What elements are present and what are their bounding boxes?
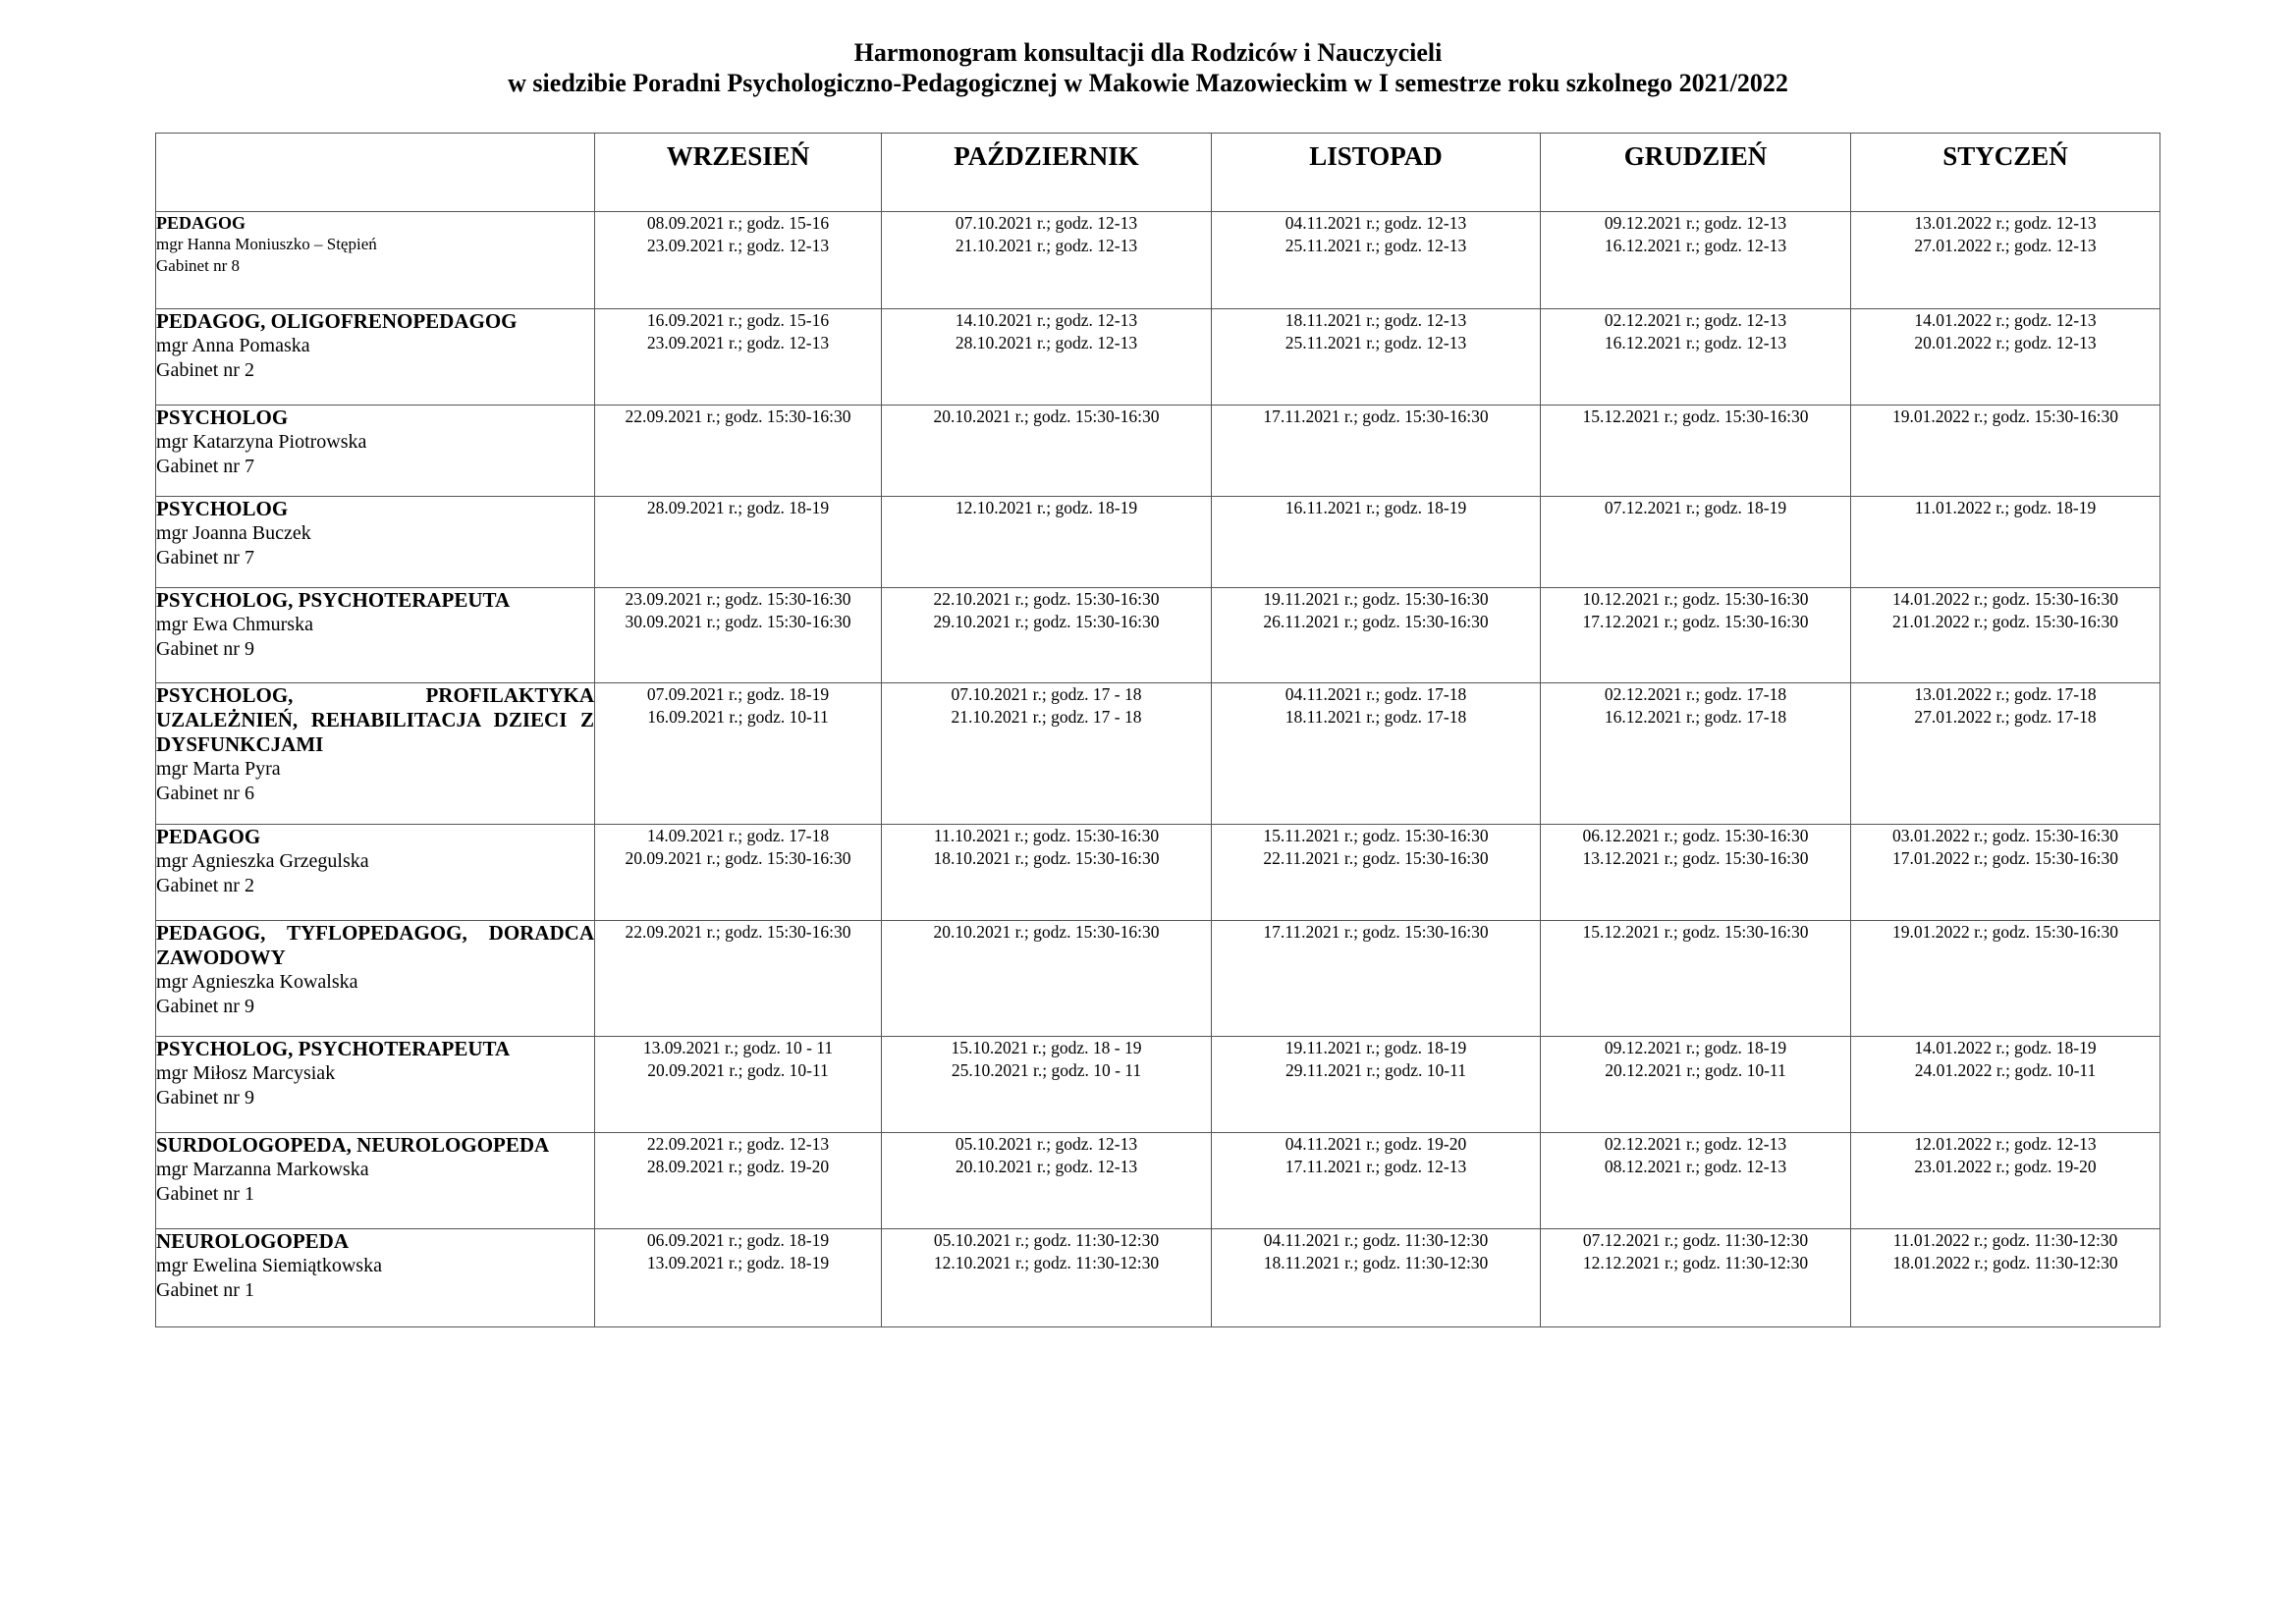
schedule-entry: 19.11.2021 r.; godz. 18-19 [1285,1038,1467,1057]
schedule-entry: 20.01.2022 r.; godz. 12-13 [1914,332,2097,352]
consultation-schedule-table [155,133,2160,1327]
schedule-entry: 18.11.2021 r.; godz. 12-13 [1285,310,1467,330]
schedule-entry: 22.10.2021 r.; godz. 15:30-16:30 [933,589,1160,609]
schedule-cell [595,921,882,1037]
schedule-entry: 16.09.2021 r.; godz. 15-16 [646,310,830,330]
schedule-entry: 21.10.2021 r.; godz. 17 - 18 [951,706,1142,727]
schedule-entry: 04.11.2021 r.; godz. 11:30-12:30 [1263,1230,1489,1250]
schedule-entry: 15.10.2021 r.; godz. 18 - 19 [951,1038,1142,1057]
specialist-name: mgr Joanna Buczek [156,522,311,544]
schedule-cell [1212,406,1541,497]
specialist-room: Gabinet nr 9 [156,996,254,1017]
specialist-cell [156,921,595,1037]
schedule-entry: 20.12.2021 r.; godz. 10-11 [1605,1059,1786,1080]
schedule-entry: 16.09.2021 r.; godz. 10-11 [647,706,829,727]
schedule-entry: 20.09.2021 r.; godz. 10-11 [647,1059,829,1080]
specialist-cell [156,406,595,497]
specialist-name: mgr Katarzyna Piotrowska [156,431,367,453]
schedule-entry: 28.09.2021 r.; godz. 18-19 [646,498,830,517]
specialist-cell [156,212,595,309]
specialist-room: Gabinet nr 6 [156,783,254,804]
schedule-entry: 16.12.2021 r.; godz. 12-13 [1604,332,1787,352]
specialist-room: Gabinet nr 9 [156,1087,254,1109]
schedule-entry: 12.10.2021 r.; godz. 18-19 [955,498,1138,517]
schedule-cell [1212,683,1541,825]
schedule-cell [1541,825,1851,921]
schedule-cell [1851,1133,2160,1229]
schedule-entry: 20.10.2021 r.; godz. 12-13 [955,1156,1138,1176]
schedule-cell [1212,921,1541,1037]
schedule-entry: 17.11.2021 r.; godz. 15:30-16:30 [1263,922,1489,942]
schedule-entry: 15.12.2021 r.; godz. 15:30-16:30 [1582,922,1809,942]
schedule-cell [1851,588,2160,683]
schedule-entry: 26.11.2021 r.; godz. 15:30-16:30 [1263,611,1489,631]
schedule-entry: 16.12.2021 r.; godz. 17-18 [1604,706,1787,727]
schedule-cell [1541,683,1851,825]
schedule-entry: 13.01.2022 r.; godz. 12-13 [1914,213,2097,233]
month-header: WRZESIEŃ [595,134,882,212]
specialist-role: SURDOLOGOPEDA, NEUROLOGOPEDA [156,1133,550,1157]
specialist-role: PSYCHOLOG, PSYCHOTERAPEUTA [156,588,511,612]
schedule-cell [1851,406,2160,497]
schedule-entry: 05.10.2021 r.; godz. 12-13 [955,1134,1138,1154]
month-header: STYCZEŃ [1851,134,2160,212]
schedule-cell [595,212,882,309]
schedule-cell [882,309,1212,406]
table-row [156,406,2160,497]
schedule-entry: 21.10.2021 r.; godz. 12-13 [955,235,1138,255]
schedule-entry: 14.09.2021 r.; godz. 17-18 [646,826,830,845]
schedule-entry: 11.10.2021 r.; godz. 15:30-16:30 [933,826,1160,845]
specialist-role: PSYCHOLOG, PSYCHOTERAPEUTA [156,1037,511,1060]
schedule-entry: 27.01.2022 r.; godz. 12-13 [1914,235,2097,255]
schedule-entry: 29.11.2021 r.; godz. 10-11 [1285,1059,1466,1080]
schedule-cell [882,825,1212,921]
schedule-cell [882,921,1212,1037]
schedule-entry: 06.09.2021 r.; godz. 18-19 [646,1230,830,1250]
specialist-name: mgr Ewa Chmurska [156,614,313,635]
specialist-name: mgr Agnieszka Grzegulska [156,850,369,872]
specialist-room: Gabinet nr 7 [156,547,254,568]
specialist-room: Gabinet nr 2 [156,875,254,896]
table-row [156,1229,2160,1327]
schedule-entry: 22.09.2021 r.; godz. 15:30-16:30 [625,406,851,426]
schedule-entry: 12.01.2022 r.; godz. 12-13 [1914,1134,2097,1154]
schedule-cell [1212,588,1541,683]
schedule-cell [1851,1037,2160,1133]
schedule-entry: 20.10.2021 r.; godz. 15:30-16:30 [933,922,1160,942]
schedule-entry: 15.11.2021 r.; godz. 15:30-16:30 [1263,826,1489,845]
schedule-entry: 07.09.2021 r.; godz. 18-19 [646,684,830,704]
schedule-cell [1541,212,1851,309]
title-line-2: w siedzibie Poradni Psychologiczno-Pedagogicznej w Makowie Mazowieckim w I semestrze roku szkolnego 2021/2022 [508,69,1788,97]
schedule-entry: 19.01.2022 r.; godz. 15:30-16:30 [1892,406,2118,426]
month-header: GRUDZIEŃ [1541,134,1851,212]
schedule-entry: 22.11.2021 r.; godz. 15:30-16:30 [1263,847,1489,868]
schedule-entry: 20.10.2021 r.; godz. 15:30-16:30 [933,406,1160,426]
title-line-1: Harmonogram konsultacji dla Rodziców i Nauczycieli [853,38,1443,67]
schedule-cell [882,1229,1212,1327]
schedule-entry: 17.11.2021 r.; godz. 15:30-16:30 [1263,406,1489,426]
specialist-room: Gabinet nr 1 [156,1183,254,1205]
document-title [0,37,2296,98]
schedule-cell [1212,825,1541,921]
schedule-entry: 17.11.2021 r.; godz. 12-13 [1285,1156,1467,1176]
schedule-entry: 04.11.2021 r.; godz. 12-13 [1285,213,1467,233]
specialist-cell [156,497,595,588]
schedule-cell [595,406,882,497]
schedule-entry: 04.11.2021 r.; godz. 19-20 [1285,1134,1467,1154]
specialist-role: PEDAGOG [156,213,246,233]
schedule-entry: 18.11.2021 r.; godz. 11:30-12:30 [1263,1252,1489,1272]
schedule-cell [882,406,1212,497]
schedule-entry: 22.09.2021 r.; godz. 12-13 [646,1134,830,1154]
month-header: LISTOPAD [1212,134,1541,212]
specialist-role: PSYCHOLOG [156,497,289,520]
specialist-name: mgr Anna Pomaska [156,335,310,356]
schedule-entry: 04.11.2021 r.; godz. 17-18 [1285,684,1467,704]
schedule-cell [595,1229,882,1327]
schedule-cell [1541,588,1851,683]
schedule-entry: 14.10.2021 r.; godz. 12-13 [955,310,1138,330]
schedule-entry: 30.09.2021 r.; godz. 15:30-16:30 [625,611,851,631]
schedule-entry: 28.09.2021 r.; godz. 19-20 [646,1156,830,1176]
schedule-entry: 02.12.2021 r.; godz. 12-13 [1604,310,1787,330]
schedule-entry: 14.01.2022 r.; godz. 18-19 [1914,1038,2097,1057]
schedule-entry: 25.11.2021 r.; godz. 12-13 [1285,332,1467,352]
schedule-entry: 07.10.2021 r.; godz. 12-13 [955,213,1138,233]
schedule-entry: 23.09.2021 r.; godz. 12-13 [646,235,830,255]
schedule-cell [1851,921,2160,1037]
specialist-role: PSYCHOLOG [156,406,289,429]
schedule-cell [882,1133,1212,1229]
specialist-name: mgr Ewelina Siemiątkowska [156,1255,382,1276]
table-row [156,921,2160,1037]
schedule-cell [595,588,882,683]
schedule-cell [1851,497,2160,588]
schedule-cell [1851,825,2160,921]
specialist-cell [156,309,595,406]
schedule-entry: 25.11.2021 r.; godz. 12-13 [1285,235,1467,255]
specialist-room: Gabinet nr 7 [156,456,254,477]
schedule-cell [1212,212,1541,309]
schedule-entry: 18.10.2021 r.; godz. 15:30-16:30 [933,847,1160,868]
specialist-role: PEDAGOG, TYFLOPEDAGOG, DORADCA ZAWODOWY [156,921,594,969]
schedule-cell [595,683,882,825]
schedule-cell [1541,309,1851,406]
table-row [156,683,2160,825]
schedule-entry: 13.09.2021 r.; godz. 18-19 [646,1252,830,1272]
schedule-cell [1541,1133,1851,1229]
specialist-cell [156,683,595,825]
schedule-cell [1212,1133,1541,1229]
schedule-entry: 13.01.2022 r.; godz. 17-18 [1914,684,2097,704]
schedule-entry: 09.12.2021 r.; godz. 12-13 [1604,213,1787,233]
schedule-entry: 14.01.2022 r.; godz. 15:30-16:30 [1892,589,2118,609]
schedule-entry: 07.12.2021 r.; godz. 11:30-12:30 [1582,1230,1809,1250]
schedule-entry: 20.09.2021 r.; godz. 15:30-16:30 [625,847,851,868]
schedule-entry: 18.11.2021 r.; godz. 17-18 [1285,706,1467,727]
specialist-name: mgr Hanna Moniuszko – Stępień [156,235,377,253]
schedule-cell [882,683,1212,825]
schedule-entry: 17.12.2021 r.; godz. 15:30-16:30 [1582,611,1809,631]
specialist-role: PSYCHOLOG, PROFILAKTYKA UZALEŻNIEŃ, REHABILITACJA DZIECI Z DYSFUNKCJAMI [156,683,594,756]
schedule-entry: 12.10.2021 r.; godz. 11:30-12:30 [933,1252,1160,1272]
schedule-entry: 19.01.2022 r.; godz. 15:30-16:30 [1892,922,2118,942]
schedule-cell [1541,1037,1851,1133]
schedule-entry: 06.12.2021 r.; godz. 15:30-16:30 [1582,826,1809,845]
specialist-cell [156,1229,595,1327]
schedule-cell [595,825,882,921]
schedule-cell [1541,921,1851,1037]
schedule-cell [1212,1229,1541,1327]
specialist-name: mgr Miłosz Marcysiak [156,1062,336,1084]
schedule-cell [882,212,1212,309]
schedule-cell [1851,309,2160,406]
specialist-name: mgr Agnieszka Kowalska [156,971,358,993]
table-row [156,309,2160,406]
specialist-cell [156,1133,595,1229]
specialist-role: NEUROLOGOPEDA [156,1229,350,1253]
specialist-room: Gabinet nr 1 [156,1279,254,1301]
schedule-entry: 28.10.2021 r.; godz. 12-13 [955,332,1138,352]
schedule-entry: 03.01.2022 r.; godz. 15:30-16:30 [1892,826,2118,845]
schedule-cell [1212,1037,1541,1133]
schedule-entry: 29.10.2021 r.; godz. 15:30-16:30 [933,611,1160,631]
schedule-cell [595,1133,882,1229]
schedule-entry: 11.01.2022 r.; godz. 18-19 [1914,498,2097,517]
schedule-entry: 05.10.2021 r.; godz. 11:30-12:30 [933,1230,1160,1250]
schedule-entry: 08.12.2021 r.; godz. 12-13 [1604,1156,1787,1176]
schedule-entry: 23.09.2021 r.; godz. 12-13 [646,332,830,352]
schedule-entry: 25.10.2021 r.; godz. 10 - 11 [951,1059,1142,1080]
schedule-cell [1541,406,1851,497]
schedule-cell [595,1037,882,1133]
table-row [156,588,2160,683]
specialist-role: PEDAGOG [156,825,261,848]
table-row [156,825,2160,921]
schedule-entry: 27.01.2022 r.; godz. 17-18 [1914,706,2097,727]
schedule-entry: 02.12.2021 r.; godz. 17-18 [1604,684,1787,704]
specialist-room: Gabinet nr 9 [156,638,254,660]
month-header: PAŹDZIERNIK [882,134,1212,212]
schedule-cell [882,588,1212,683]
table-row [156,1133,2160,1229]
schedule-cell [1541,497,1851,588]
schedule-entry: 08.09.2021 r.; godz. 15-16 [646,213,830,233]
specialist-cell [156,825,595,921]
schedule-entry: 16.12.2021 r.; godz. 12-13 [1604,235,1787,255]
header-corner-cell [156,134,595,212]
schedule-entry: 23.01.2022 r.; godz. 19-20 [1914,1156,2097,1176]
schedule-entry: 07.10.2021 r.; godz. 17 - 18 [951,684,1142,704]
schedule-entry: 11.01.2022 r.; godz. 11:30-12:30 [1892,1230,2118,1250]
schedule-cell [1541,1229,1851,1327]
specialist-cell [156,1037,595,1133]
schedule-cell [595,309,882,406]
schedule-cell [882,1037,1212,1133]
schedule-entry: 24.01.2022 r.; godz. 10-11 [1914,1059,2097,1080]
specialist-role: PEDAGOG, OLIGOFRENOPEDAGOG [156,309,518,333]
schedule-entry: 22.09.2021 r.; godz. 15:30-16:30 [625,922,851,942]
schedule-entry: 09.12.2021 r.; godz. 18-19 [1604,1038,1787,1057]
schedule-cell [1851,212,2160,309]
schedule-entry: 23.09.2021 r.; godz. 15:30-16:30 [625,589,851,609]
schedule-entry: 14.01.2022 r.; godz. 12-13 [1914,310,2097,330]
schedule-cell [1851,1229,2160,1327]
table-row [156,1037,2160,1133]
schedule-cell [882,497,1212,588]
specialist-name: mgr Marta Pyra [156,758,281,780]
table-row [156,497,2160,588]
schedule-entry: 16.11.2021 r.; godz. 18-19 [1285,498,1467,517]
schedule-entry: 19.11.2021 r.; godz. 15:30-16:30 [1263,589,1489,609]
specialist-room: Gabinet nr 8 [156,256,240,275]
schedule-entry: 10.12.2021 r.; godz. 15:30-16:30 [1582,589,1809,609]
schedule-cell [1212,309,1541,406]
specialist-cell [156,588,595,683]
schedule-entry: 07.12.2021 r.; godz. 18-19 [1604,498,1787,517]
table-row [156,212,2160,309]
schedule-cell [595,497,882,588]
schedule-cell [1212,497,1541,588]
schedule-cell [1851,683,2160,825]
specialist-name: mgr Marzanna Markowska [156,1159,369,1180]
schedule-entry: 13.09.2021 r.; godz. 10 - 11 [642,1038,834,1057]
specialist-room: Gabinet nr 2 [156,359,254,381]
schedule-entry: 21.01.2022 r.; godz. 15:30-16:30 [1892,611,2118,631]
schedule-entry: 15.12.2021 r.; godz. 15:30-16:30 [1582,406,1809,426]
schedule-entry: 02.12.2021 r.; godz. 12-13 [1604,1134,1787,1154]
schedule-entry: 13.12.2021 r.; godz. 15:30-16:30 [1582,847,1809,868]
schedule-entry: 17.01.2022 r.; godz. 15:30-16:30 [1892,847,2118,868]
schedule-entry: 18.01.2022 r.; godz. 11:30-12:30 [1892,1252,2118,1272]
schedule-entry: 12.12.2021 r.; godz. 11:30-12:30 [1582,1252,1809,1272]
table-header-row [156,134,2160,212]
